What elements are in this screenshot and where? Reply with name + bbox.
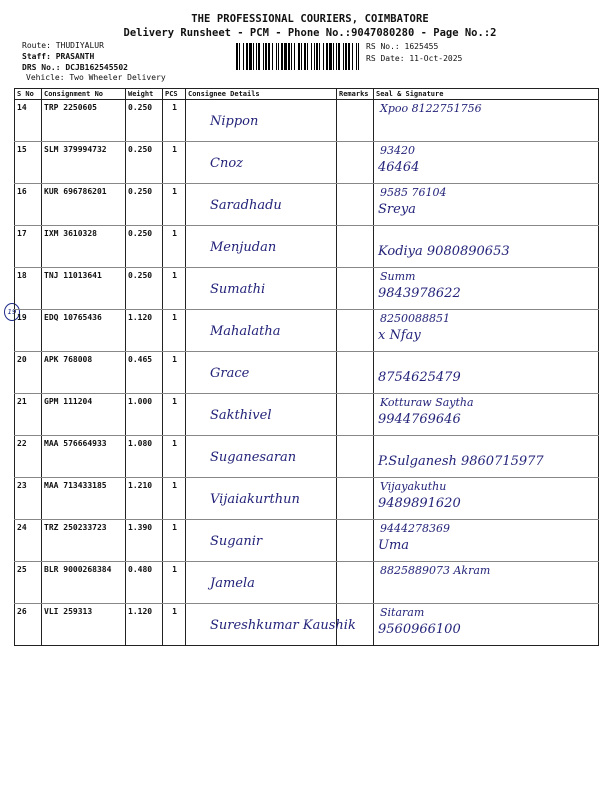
table-row (15, 142, 599, 184)
signature-handwriting-lower: 9489891620 (378, 496, 461, 511)
seal-signature-cell (374, 562, 599, 604)
remarks-cell (337, 394, 374, 436)
signature-handwriting-lower: 46464 (378, 160, 420, 175)
consignee-handwritten-name: Grace (210, 366, 250, 381)
weight-value: 0.480 (128, 565, 153, 574)
remarks-cell (337, 352, 374, 394)
pieces-count-cell (163, 310, 186, 352)
seal-signature-cell (374, 520, 599, 562)
weight-value-cell (126, 520, 163, 562)
pieces-count-cell (163, 352, 186, 394)
weight-value-cell (126, 142, 163, 184)
pieces-count: 1 (172, 271, 177, 280)
weight-value: 0.250 (128, 229, 153, 238)
signature-handwriting-upper: Kotturaw Saytha (380, 396, 474, 409)
weight-value-cell (126, 352, 163, 394)
vehicle-line (26, 73, 166, 82)
table-row (15, 268, 599, 310)
seal-signature-cell (374, 394, 599, 436)
remarks-cell (337, 478, 374, 520)
table-row (15, 520, 599, 562)
runsheet-subtitle: Delivery Runsheet - PCM - Phone No.:9047080280 - Page No.:2 (123, 27, 497, 39)
pieces-count: 1 (172, 397, 177, 406)
consignment-number-cell (42, 520, 126, 562)
consignment-number: TRP 2250605 (44, 103, 97, 112)
margin-circle-mark: 19 (4, 303, 20, 321)
pieces-count-cell (163, 268, 186, 310)
signature-handwriting-upper: Vijayakuthu (380, 480, 447, 493)
pieces-count: 1 (172, 565, 177, 574)
weight-value: 1.000 (128, 397, 153, 406)
table-row (15, 604, 599, 646)
signature-handwriting-upper: 8250088851 (380, 312, 450, 325)
serial-number-cell (15, 604, 42, 646)
pieces-count-cell (163, 520, 186, 562)
signature-handwriting-upper: 8825889073 Akram (380, 564, 491, 577)
serial-number: 18 (17, 271, 27, 280)
consignment-number: EDQ 10765436 (44, 313, 102, 322)
signature-handwriting-lower: 8754625479 (378, 370, 461, 385)
table-row (15, 226, 599, 268)
pieces-count-cell (163, 394, 186, 436)
seal-signature-cell (374, 310, 599, 352)
rs-date-value: 11-Oct-2025 (409, 54, 463, 63)
consignment-number: MAA 713433185 (44, 481, 107, 490)
consignee-cell (186, 436, 337, 478)
pieces-count: 1 (172, 523, 177, 532)
weight-value: 1.120 (128, 313, 153, 322)
pieces-count: 1 (172, 439, 177, 448)
consignee-cell (186, 562, 337, 604)
consignee-handwritten-name: Sakthivel (210, 408, 272, 423)
serial-number-cell (15, 310, 42, 352)
consignee-cell (186, 142, 337, 184)
serial-number-cell (15, 100, 42, 142)
signature-handwriting-lower: Sreya (378, 202, 416, 217)
pieces-count: 1 (172, 187, 177, 196)
weight-value-cell (126, 100, 163, 142)
remarks-cell (337, 436, 374, 478)
consignee-cell (186, 226, 337, 268)
pieces-count-cell (163, 604, 186, 646)
col-seal: Seal & Signature (374, 89, 599, 100)
consignee-handwritten-name: Sureshkumar Kaushik (210, 618, 356, 633)
drs-line (22, 62, 128, 73)
rs-date-line (366, 53, 462, 65)
header-right-block (366, 41, 462, 65)
col-consignee: Consignee Details (186, 89, 337, 100)
consignee-cell (186, 310, 337, 352)
weight-value-cell (126, 184, 163, 226)
pieces-count: 1 (172, 103, 177, 112)
seal-signature-cell (374, 436, 599, 478)
pieces-count-cell (163, 100, 186, 142)
seal-signature-cell (374, 184, 599, 226)
consignee-cell (186, 184, 337, 226)
vehicle-value: Two Wheeler Delivery (69, 73, 166, 82)
signature-handwriting-upper: 9444278369 (380, 522, 450, 535)
weight-value: 1.080 (128, 439, 153, 448)
weight-value-cell (126, 436, 163, 478)
weight-value-cell (126, 478, 163, 520)
consignee-cell (186, 604, 356, 646)
table-row (15, 184, 599, 226)
serial-number-cell (15, 562, 42, 604)
consignee-handwritten-name: Nippon (210, 114, 259, 129)
weight-value-cell (126, 562, 163, 604)
barcode (236, 43, 360, 70)
route-label: Route: (22, 41, 51, 50)
serial-number: 14 (17, 103, 27, 112)
serial-number: 23 (17, 481, 27, 490)
consignment-number-cell (42, 352, 126, 394)
consignment-number: TNJ 11013641 (44, 271, 102, 280)
remarks-cell (337, 226, 374, 268)
remarks-cell (337, 562, 374, 604)
consignee-handwritten-name: Saradhadu (210, 198, 282, 213)
remarks-cell (337, 268, 374, 310)
remarks-cell (337, 604, 374, 646)
consignment-number-cell (42, 436, 126, 478)
table-row (15, 562, 599, 604)
col-consignment: Consignment No (42, 89, 126, 100)
signature-handwriting-upper: 9585 76104 (380, 186, 447, 199)
consignment-number: IXM 3610328 (44, 229, 97, 238)
consignee-cell (186, 352, 337, 394)
consignment-number-cell (42, 142, 126, 184)
pieces-count: 1 (172, 229, 177, 238)
serial-number-cell (15, 394, 42, 436)
consignment-number: SLM 379994732 (44, 145, 107, 154)
signature-handwriting-upper: Sitaram (380, 606, 425, 619)
consignee-handwritten-name: Suganesaran (210, 450, 297, 465)
consignment-number-cell (42, 268, 126, 310)
serial-number: 22 (17, 439, 27, 448)
signature-handwriting-lower: Uma (378, 538, 410, 553)
runsheet-table (14, 88, 599, 646)
consignment-number-cell (42, 478, 126, 520)
serial-number-cell (15, 268, 42, 310)
seal-signature-cell (374, 100, 599, 142)
seal-signature-cell (374, 604, 599, 646)
pieces-count-cell (163, 226, 186, 268)
table-header-row (15, 89, 599, 100)
remarks-cell (337, 520, 374, 562)
col-weight: Weight (126, 89, 163, 100)
remarks-cell (337, 310, 374, 352)
pieces-count-cell (163, 436, 186, 478)
seal-signature-cell (374, 352, 599, 394)
consignee-cell (186, 520, 337, 562)
col-pcs: PCS (163, 89, 186, 100)
consignee-handwritten-name: Sumathi (210, 282, 266, 297)
serial-number: 19 (17, 313, 27, 322)
col-sno: S No (15, 89, 42, 100)
vehicle-label: Vehicle: (26, 73, 65, 82)
consignee-handwritten-name: Vijaiakurthun (210, 492, 300, 507)
weight-value: 0.250 (128, 145, 153, 154)
signature-handwriting-lower: 9843978622 (378, 286, 461, 301)
consignee-cell (186, 394, 337, 436)
serial-number: 26 (17, 607, 27, 616)
serial-number-cell (15, 520, 42, 562)
consignment-number-cell (42, 604, 126, 646)
consignment-number-cell (42, 100, 126, 142)
company-title: THE PROFESSIONAL COURIERS, COIMBATORE (191, 13, 429, 25)
staff-label: Staff: (22, 52, 51, 61)
remarks-cell (337, 184, 374, 226)
serial-number: 17 (17, 229, 27, 238)
weight-value-cell (126, 310, 163, 352)
consignment-number: GPM 111204 (44, 397, 93, 406)
table-row (15, 394, 599, 436)
signature-handwriting-lower: P.Sulganesh 9860715977 (378, 454, 544, 469)
remarks-cell (337, 142, 374, 184)
consignee-handwritten-name: Jamela (210, 576, 255, 591)
weight-value-cell (126, 394, 163, 436)
consignment-number: MAA 576664933 (44, 439, 107, 448)
serial-number-cell (15, 142, 42, 184)
pieces-count: 1 (172, 355, 177, 364)
consignment-number: VLI 259313 (44, 607, 93, 616)
pieces-count-cell (163, 184, 186, 226)
pieces-count: 1 (172, 313, 177, 322)
consignee-cell (186, 268, 337, 310)
rs-no-label: RS No.: (366, 42, 400, 51)
weight-value: 1.390 (128, 523, 153, 532)
pieces-count-cell (163, 142, 186, 184)
consignee-cell (186, 478, 337, 520)
weight-value: 0.250 (128, 271, 153, 280)
serial-number: 21 (17, 397, 27, 406)
consignment-number-cell (42, 184, 126, 226)
signature-handwriting-lower: Kodiya 9080890653 (378, 244, 510, 259)
consignee-cell (186, 100, 337, 142)
drs-value: DCJB162545502 (65, 63, 128, 72)
weight-value: 1.120 (128, 607, 153, 616)
table-row (15, 478, 599, 520)
serial-number-cell (15, 226, 42, 268)
rs-date-label: RS Date: (366, 54, 405, 63)
serial-number: 16 (17, 187, 27, 196)
weight-value-cell (126, 604, 163, 646)
signature-handwriting-upper: Summ (380, 270, 416, 283)
table-row (15, 352, 599, 394)
pieces-count-cell (163, 478, 186, 520)
signature-handwriting-lower: 9560966100 (378, 622, 461, 637)
consignment-number: BLR 9000268384 (44, 565, 112, 574)
consignment-number-cell (42, 562, 126, 604)
consignment-number-cell (42, 310, 126, 352)
table-row (15, 310, 599, 352)
consignment-number-cell (42, 394, 126, 436)
table-row (15, 436, 599, 478)
weight-value-cell (126, 226, 163, 268)
table-row (15, 100, 599, 142)
staff-line (22, 51, 128, 62)
pieces-count: 1 (172, 481, 177, 490)
pieces-count-cell (163, 562, 186, 604)
weight-value-cell (126, 268, 163, 310)
rs-no-value: 1625455 (404, 42, 439, 51)
serial-number-cell (15, 352, 42, 394)
remarks-cell (337, 100, 374, 142)
serial-number-cell (15, 184, 42, 226)
serial-number-cell (15, 478, 42, 520)
serial-number: 25 (17, 565, 27, 574)
consignment-number: TRZ 250233723 (44, 523, 107, 532)
consignment-number-cell (42, 226, 126, 268)
serial-number: 15 (17, 145, 27, 154)
seal-signature-cell (374, 226, 599, 268)
col-remarks: Remarks (337, 89, 374, 100)
weight-value: 1.210 (128, 481, 153, 490)
signature-handwriting-upper: Xpoo 8122751756 (380, 102, 482, 115)
route-value: THUDIYALUR (55, 41, 104, 50)
serial-number: 20 (17, 355, 27, 364)
weight-value: 0.250 (128, 103, 153, 112)
drs-label: DRS No.: (22, 63, 61, 72)
signature-handwriting-upper: 93420 (380, 144, 415, 157)
pieces-count: 1 (172, 607, 177, 616)
consignee-handwritten-name: Mahalatha (210, 324, 281, 339)
weight-value: 0.465 (128, 355, 153, 364)
seal-signature-cell (374, 142, 599, 184)
header-left-block (22, 40, 128, 73)
signature-handwriting-lower: 9944769646 (378, 412, 461, 427)
rs-no-line (366, 41, 462, 53)
signature-handwriting-lower: x Nfay (378, 328, 421, 343)
consignment-number: KUR 696786201 (44, 187, 107, 196)
weight-value: 0.250 (128, 187, 153, 196)
pieces-count: 1 (172, 145, 177, 154)
seal-signature-cell (374, 478, 599, 520)
serial-number: 24 (17, 523, 27, 532)
route-line (22, 40, 128, 51)
consignment-number: APK 768008 (44, 355, 93, 364)
consignee-handwritten-name: Suganir (210, 534, 263, 549)
consignee-handwritten-name: Cnoz (210, 156, 243, 171)
staff-value: PRASANTH (55, 52, 95, 61)
seal-signature-cell (374, 268, 599, 310)
serial-number-cell (15, 436, 42, 478)
consignee-handwritten-name: Menjudan (210, 240, 277, 255)
